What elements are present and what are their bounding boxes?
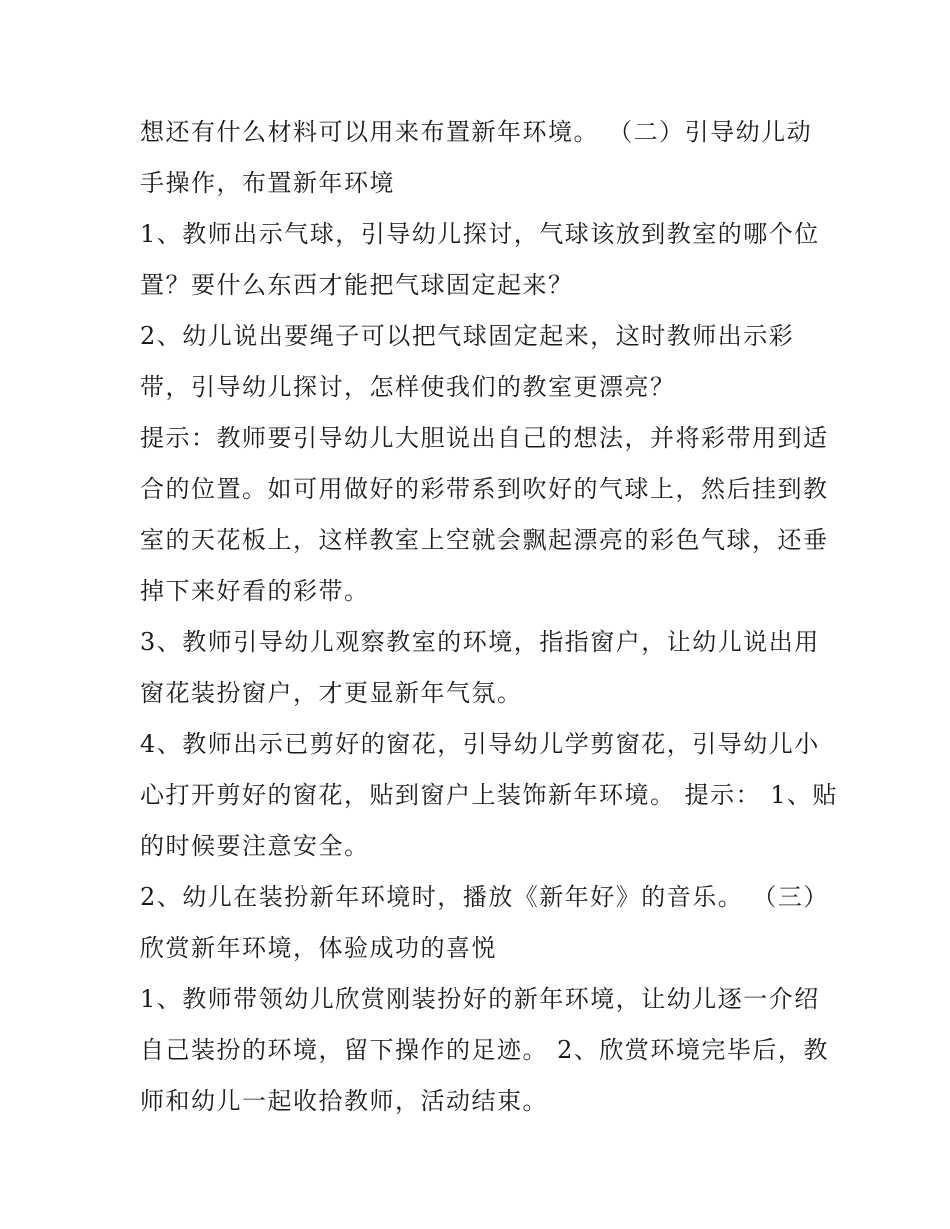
- text-line: 2、幼儿说出要绳子可以把气球固定起来，这时教师出示彩: [140, 322, 795, 350]
- text-line: 窗花装扮窗户，才更显新年气氛。: [140, 679, 523, 707]
- text-line: 欣赏新年环境，体验成功的喜悦: [140, 934, 497, 962]
- text-line: 想还有什么材料可以用来布置新年环境。 （二）引导幼儿动: [140, 118, 813, 146]
- text-line: 2、幼儿在装扮新年环境时，播放《新年好》的音乐。 （三）: [140, 883, 829, 911]
- text-line: 3、教师引导幼儿观察教室的环境，指指窗户，让幼儿说出用: [140, 628, 820, 656]
- text-line: 1、教师出示气球，引导幼儿探讨，气球该放到教室的哪个位: [140, 220, 820, 248]
- text-line: 掉下来好看的彩带。: [140, 577, 370, 605]
- text-line: 的时候要注意安全。: [140, 832, 370, 860]
- text-line: 合的位置。如可用做好的彩带系到吹好的气球上，然后挂到教: [140, 475, 829, 503]
- text-line: 手操作，布置新年环境: [140, 169, 395, 197]
- text-line: 提示：教师要引导幼儿大胆说出自己的想法，并将彩带用到适: [140, 424, 829, 452]
- text-line: 置？要什么东西才能把气球固定起来？: [140, 271, 574, 299]
- text-line: 自己装扮的环境，留下操作的足迹。 2、欣赏环境完毕后，教: [140, 1036, 829, 1064]
- text-line: 心打开剪好的窗花，贴到窗户上装饰新年环境。 提示： 1、贴: [140, 781, 839, 809]
- document-body: [140, 107, 839, 1127]
- text-line: 室的天花板上，这样教室上空就会飘起漂亮的彩色气球，还垂: [140, 526, 829, 554]
- text-line: 带，引导幼儿探讨，怎样使我们的教室更漂亮？: [140, 373, 676, 401]
- text-line: 4、教师出示已剪好的窗花，引导幼儿学剪窗花，引导幼儿小: [140, 730, 820, 758]
- text-line: 1、教师带领幼儿欣赏刚装扮好的新年环境，让幼儿逐一介绍: [140, 985, 820, 1013]
- text-line: 师和幼儿一起收拾教师，活动结束。: [140, 1087, 548, 1115]
